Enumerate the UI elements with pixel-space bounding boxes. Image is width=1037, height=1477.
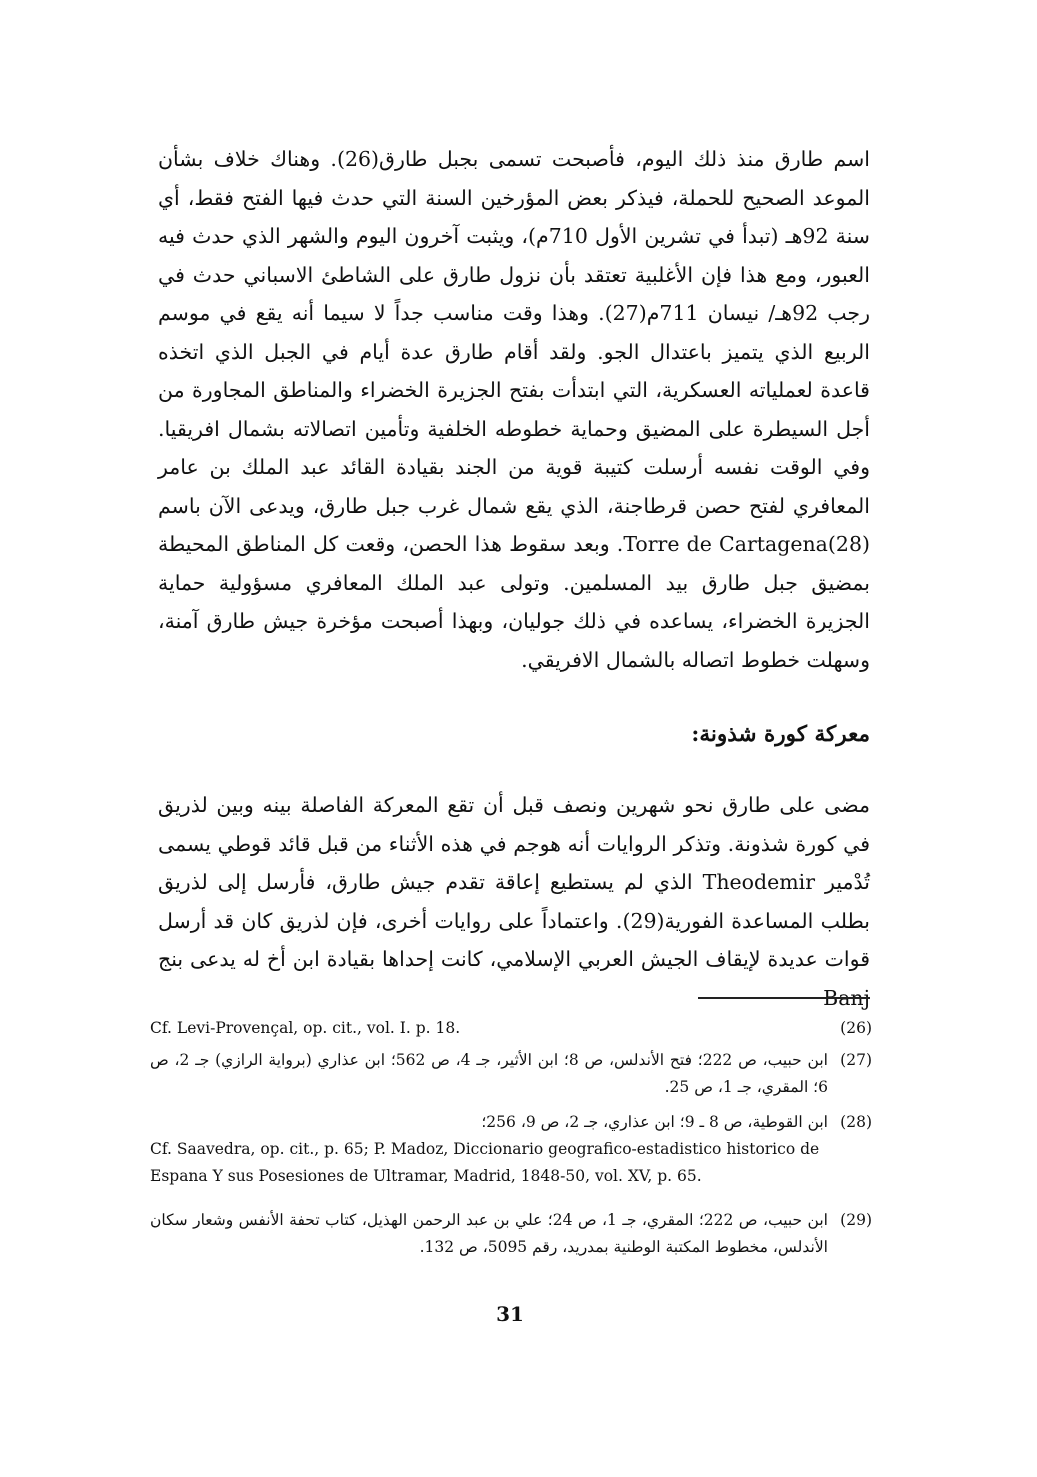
footnote-28 [150, 1109, 872, 1190]
footnote-text: Cf. Levi-Provençal, op. cit., vol. I. p. 18. [150, 1019, 461, 1037]
footnote-text-arabic: ابن القوطية، ص 8 ـ 9؛ ابن عذاري، جـ 2، ص 9، 256؛ [481, 1113, 828, 1131]
body-paragraph-2: مضى على طارق نحو شهرين ونصف قبل أن تقع المعركة الفاصلة بينه وبين لذريق في كورة شذونة. وتذكر الروايات أنه هوجم في هذه الأثناء من قبل قائد قوطي يسمى تُدْمير Theodemir الذي لم يستطيع إعاقة تقدم جيش طارق، فأرسل إلى لذريق بطلب المساعدة الفورية(29). واعتماداً على روايات أخرى، فإن لذريق كان قد أرسل قوات عديدة لإيقاف الجيش العربي الإسلامي، كانت إحداها بقيادة ابن أخ له يدعى بنج Banj [158, 793, 871, 1010]
body-paragraph-1: اسم طارق منذ ذلك اليوم، فأصبحت تسمى بجبل طارق(26). وهناك خلاف بشأن الموعد الصحيح للحملة، فيذكر بعض المؤرخين السنة التي حدث فيها الفتح فقط، أي سنة 92هـ (تبدأ في تشرين الأول 710م)، ويثبت آخرون اليوم والشهر الذي حدث فيه العبور، ومع هذا فإن الأغلبية تعتقد بأن نزول طارق على الشاطئ الاسباني حدث في رجب 92هـ/ نيسان 711م(27). وهذا وقت مناسب جداً لا سيما أنه يقع في موسم الربيع الذي يتميز باعتدال الجو. ولقد أقام طارق عدة أيام في الجبل الذي اتخذه قاعدة لعملياته العسكرية، التي ابتدأت بفتح الجزيرة الخضراء والمناطق المجاورة من أجل السيطرة على المضيق وحماية خطوطه الخلفية وتأمين اتصالاته بشمال افريقيا. وفي الوقت نفسه أرسلت كتيبة قوية من الجند بقيادة القائد عبد الملك بن عامر المعافري لفتح حصن قرطاجنة، الذي يقع شمال غرب جبل طارق، ويدعى الآن باسم Torre de Cartagena(28). وبعد سقوط هذا الحصن، وقعت كل المناطق المحيطة بمضيق جبل طارق بيد المسلمين. وتولى عبد الملك المعافري مسؤولية حماية الجزيرة الخضراء، يساعده في ذلك جوليان، وبهذا أصبحت مؤخرة جيش طارق آمنة، وسهلت خطوط اتصاله بالشمال الافريقي. [158, 147, 871, 672]
footnote-29 [150, 1207, 872, 1261]
footnote-number: (26) [840, 1019, 872, 1037]
footnote-number: (27) [840, 1051, 872, 1069]
page-number: 31 [496, 1302, 524, 1326]
footnote-text-latin: Cf. Saavedra, op. cit., p. 65; P. Madoz, Diccionario geografico-estadistico historico de Espana Y sus Posesiones de Ultramar, Madrid, 1848-50, vol. XV, p. 65. [150, 1140, 820, 1185]
footnote-27 [150, 1047, 872, 1101]
section-heading: معركة كورة شذونة: [691, 722, 870, 747]
footnote-number: (29) [840, 1211, 872, 1229]
footnote-number: (28) [840, 1113, 872, 1131]
footnote-divider [698, 997, 870, 999]
footnote-text: ابن حبيب، ص 222؛ المقري، جـ 1، ص 24؛ علي بن عبد الرحمن الهذيل، كتاب تحفة الأنفس وشعار سكان الأندلس، مخطوط المكتبة الوطنية بمدريد، رقم 5095، ص 132. [150, 1211, 828, 1256]
footnote-text: ابن حبيب، ص 222؛ فتح الأندلس، ص 8؛ ابن الأثير، جـ 4، ص 562؛ ابن عذاري (برواية الرازي) جـ 2، ص 6؛ المقري، جـ 1، ص 25. [150, 1051, 828, 1096]
